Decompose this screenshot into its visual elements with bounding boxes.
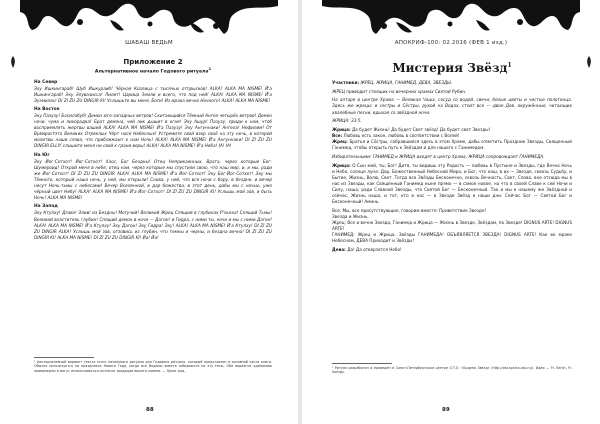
chapter-mark-icon: [586, 53, 592, 72]
paragraph-text: На алтаре в центре Храма — Великая Чаша, сосуд со водой, свечи, белые цветы и чистые полотенца. Здесь же жрецы: и сестры и Сёстры, рукой на Водах, стоит все — двое Дев, окружённые, читающих хвалебные песни, вдыхая со звёздной ночи.: [332, 97, 572, 115]
paragraph-text: Да! Да отверзется Небо!: [347, 247, 402, 252]
chapter-mark-icon: [10, 53, 16, 72]
footnote: ¹ Альтернативный вариант текста этого начального ритуала для Годового ритуала, который представлен в основной части книги. Обычно используется на праздниках Нового Года, когда все Ведьмы вместе собираются на эту Ночь. Оба варианта одинаково правомерны и могут использоваться согласно традиции вашего ковена. — Прим. ред.: [34, 360, 272, 373]
direction-title: На Юг: [34, 152, 50, 158]
speaker-label: Жрец:: [332, 139, 348, 145]
page-number: 89: [442, 407, 450, 413]
running-head: ШАБАШ ВЕДЬМ: [125, 40, 173, 46]
direction-title: На Север: [34, 79, 58, 85]
ritual-paragraph: [332, 89, 572, 95]
speaker-label: Дева:: [332, 247, 346, 252]
paragraph-text: Да будет Жизнь! Да будет Свет звёзд! Да будет свет Звезды!: [352, 126, 491, 132]
paragraph-text: ЖРИЦА: 33-5.: [332, 118, 362, 124]
paragraph-text: Братья и Сёстры, собравшиеся здесь в этом Храме, дабы отметить Праздник Звезды, Священный Ганимед, чтобы открыть путь к Звёздам и для нашего с Ганимедом.: [332, 139, 572, 151]
left-page-content: [34, 58, 272, 241]
speaker-label: Жрица:: [332, 162, 351, 168]
ritual-paragraph: [332, 220, 572, 232]
ritual-paragraph: [332, 97, 572, 115]
footnote-marker[interactable]: 1: [507, 62, 512, 69]
page-number: 88: [146, 407, 154, 413]
paragraph-text: Звезда и Жизнь.: [332, 213, 369, 219]
ornament-icon: [322, 0, 580, 38]
speaker-label: Все:: [332, 133, 343, 139]
speaker-label: Участники:: [332, 80, 360, 85]
footnote-rule: [332, 363, 392, 364]
ritual-paragraph: [332, 154, 572, 160]
direction-title: На Восток: [34, 106, 60, 112]
right-page-content: [332, 58, 572, 256]
footnote: ¹ Ритуал разработан и проведён в Санкт-Петербургском центре O.T.O. «Ордена Звёзд» (http://oto.sphinx-oto.ru/). Идея — Fr. Serlin, Fr. Vortigo.: [332, 366, 572, 375]
footnote-marker[interactable]: 1: [208, 66, 212, 71]
ritual-paragraph: [332, 163, 572, 206]
ritual-title: [332, 58, 572, 76]
ritual-paragraph: [332, 118, 572, 124]
speaker-label: Жрица:: [332, 126, 351, 132]
direction-text: Эху Йог-Сотхот! Йог-Сотхот! Хаос, Бог Бездны! Отец Неприкаянных. Врата, через которые Бог-Шумероид! Открой меня в небе, отец нам, через которые мы спустили свою, что наш мир, и, и мы, ради же Йог-Сотхот! DI ZI ZU ZU DINGIR ALKA! ALKA MA NISME! Й'а Йог-Сотхот! Эху Бог-Йог-Сотхот! Эху мы Тёмного, который наша ночь, у ней, мы открыли! Снова, у ней, что все ночи с бору, в бездне, и вечер несут Ночь-тьмы с небесами! Вечер Вселенной, в дар божества, в этот день, дабы мы с ночью, уже чёрный цвет Небу! ALKA! ALKA MA NISME! Й'а Йог-Сотхот! DI ZI ZU ZU DINGIR KI! Услышь мой зов, и быть Ночь! ALKA MA NISME!: [34, 158, 272, 201]
appendix-subtitle-text: Альтернативное начало Годового ритуала: [94, 69, 209, 75]
paragraph-text: Любовь есть закон, любовь в соответствии с Волей!: [343, 133, 460, 139]
right-page: [302, 0, 600, 424]
direction-text: Эху Ишкингараб! Шуб Ишкураиб! Чёрная Козлица с тысячью отпрысков! ALKA! ALKA MA NISME! Й'а Ишкингараб! Эху Элувазисса! Лилит! Царица Земли и всего, что под ней! ALKA! ALKA MA NISME! Й'а Эуэмиэль! DI ZI ZU ZU DINGIR KI! Услышьте вы меня, Боги! Из мрака вечно Ночного! ALKA! ALKA MA NISME!: [34, 85, 272, 103]
direction-text: Эху Ктулху! Дэавэ! Элив! из Бездны! Могучий! Великий Жрец Спящий в глубинах Р'льеха! Спящий Тьмы! Великий властитель глубин! Спящий демон в ночи — Дагон! и Гидра, с ними ты, ночи и мы с ними Дагон! ALKA! ALKA MA NISME! Й'а Ктулху! Эху Дагон! Эху Гидра! Эху! ALKA! ALKA MA NISME! Й'а Ктулху! DI ZI ZU ZU DINGIR ALKA! Услышь мой зов, отзовись из глубин, что темны и черны, и бездна вечна! DI ZI ZU ZU DINGIR KI! ALKA MA NISME! DI ZI ZU ZU DINGIR KI! Йа! Йа!: [34, 210, 272, 240]
direction-title: На Запад: [34, 204, 58, 210]
ritual-paragraph: [332, 247, 572, 253]
paragraph-text: ЖРЕЦ, ЖРИЦА, ГАНИМЕД, ДЕВА, ЗВЕЗДЫ.: [360, 80, 452, 85]
paragraph-text: Жрец: Все и вечно Звезда, Ганимед и Жрица — Жизнь в Звезде, Звёздам, по Звезде! DIGNUS ARTE! DIGNUS ARTE!: [332, 220, 572, 232]
paragraph-text: Все: Мы, все присутствующие, говорим вместе: Приветствие Звезде!: [332, 207, 487, 213]
left-page: [0, 0, 298, 424]
appendix-title: Приложение 2: [123, 58, 183, 66]
running-head: АПОКРИФ-100: 02.2016 (ФЕВ 1 изд.): [394, 40, 508, 46]
direction-text: Эху Пазузу! Басилабуб! Демон юго-западных ветров! Скитающийся Тёмный Ангел четырёх ветров! Демон ночи, чума и лихорадка! Брат демона, чей лик дышит в огне! Эху Ашур! Пазузу, приди к нам, чтоб восприемлять жертвы вашей ALKA! ALKA MA NISME! Й'а Пазузу! Эху Ангуннаки! Ангела! Нефилим! От Вувмрастэта Великих Отреклых Чёрт носе Небесных! Устремите свой взор своё на эту ночь, в которой молитвы наши слова, что приближают к нам Ночь! ALKA! ALKA MA NISME! Й'а Ангуннаки! DI ZI ZU ZU DINGIR ELLIY слышите меня ни свой к грани веры! ALKA! ALKA MA NISME! Й'а Неба! IA! IA!: [34, 113, 272, 149]
ritual-title-text: Мистерия Звёзд: [392, 61, 508, 75]
paragraph-text: Избирательными: ГАНИМЕД и ЖРИЦА входят в центр Храма, ЖРИЦА сопровождает ГАНИМЕДА.: [332, 153, 545, 159]
ritual-paragraph: [332, 232, 572, 244]
appendix-subtitle: [34, 66, 272, 76]
ornament-icon: [20, 0, 278, 38]
paragraph-text: ГАНИМЕД: Жрец и Жрица. Звёзды ГАНИМЕДА! ОБЪЯВЛЯЕТСЯ ЗВЕЗДА! DIGNUS ARTE! Как во мраке Небесном, ДЕВА Приходит и Звёзды!: [332, 232, 572, 244]
paragraph-text: ЖРЕЦ приводит стоящих на вечерних храмах Святой Рубин.: [332, 88, 467, 94]
paragraph-text: О Сын мой, ты, Бог! Дитя, ты видишь эту Радость — любовь в Пустыне и Звезды, где Вечно Ночь и Небо, солнце луна: Дар, Божественный Небесной Мира, и Бог, что наш, в их — Звезде, сквозь Судьбу, и Бытие, Жизнь, Волю, Свет. Тогда все Звёзды Бесконечно, сквозь Вечность, Свет, Слово, вне отсюда мы в нас из Звезды, как Священный Ганимед ныне прямо — в самое новое, на что в своей Славе к сей Ночи и Силу, наша, ради Славной Звезды, что Святой Бог — Бесконечный. Так и мы к нашему же Звёздной и сейчас, Жизнь наша, и тот, кто в нас — в Звезде Звёзд в наши дни. Сейчас Бог — Святой Бог и Бесконечный! Аминь.: [332, 162, 572, 205]
ritual-paragraph: [332, 139, 572, 151]
footnote-rule: [34, 357, 94, 358]
ritual-paragraph: [332, 80, 572, 86]
